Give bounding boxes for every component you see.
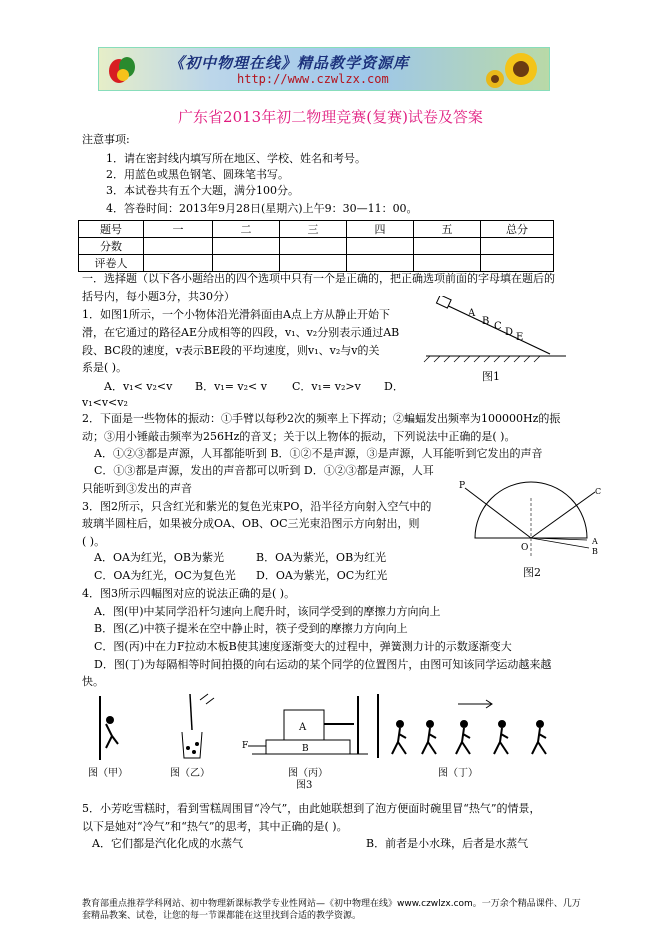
figure-caption: 图1	[482, 370, 500, 383]
panel-ding	[378, 694, 546, 758]
section-instructions: 括号内，每小题3分，共30分）	[82, 290, 235, 303]
site-logo-icon	[105, 51, 139, 85]
banner-title: 《初中物理在线》精品教学资源库	[169, 54, 410, 72]
sunflower-icon	[481, 49, 545, 89]
table-cell: 分数	[79, 238, 144, 255]
option: C．v₁= v₂>v	[292, 380, 361, 393]
figure-letter: A	[592, 537, 598, 546]
option: B．OA为紫光，OB为红光	[256, 551, 387, 564]
question-text: ( )。	[82, 535, 106, 548]
figure-3-panels	[88, 690, 558, 790]
table-cell	[144, 238, 213, 255]
table-cell: 总分	[481, 221, 554, 238]
option: A．它们都是汽化化成的水蒸气	[92, 837, 243, 850]
figure-letter: C	[595, 487, 602, 496]
score-table	[78, 220, 554, 272]
figure-1-incline	[420, 296, 570, 384]
table-cell	[414, 238, 481, 255]
table-cell	[481, 255, 554, 272]
table-cell	[280, 238, 347, 255]
table-row	[79, 238, 554, 255]
option: D．OA为紫光，OC为红光	[256, 569, 388, 582]
figure-letter: D	[505, 327, 514, 338]
question-text: 动；③用小锤敲击频率为256Hz的音叉；关于以上物体的振动，下列说法中正确的是( )。	[82, 430, 516, 443]
figure-caption: 图2	[523, 566, 541, 579]
option: C．①③都是声源，发出的声音都可以听到 D．①②③都是声源，人耳	[94, 464, 434, 477]
table-cell	[347, 255, 414, 272]
notice-item: 1．请在密封线内填写所在地区、学校、姓名和考号。	[106, 152, 366, 165]
table-cell	[481, 238, 554, 255]
panel-jia	[100, 696, 118, 760]
option: v₁<v<v₂	[82, 396, 128, 409]
figure-2-semicircle	[455, 478, 605, 582]
notice-heading: 注意事项:	[82, 133, 130, 146]
figure-letter: A	[468, 308, 476, 319]
option: C．图(丙)中在力F拉动木板B使其速度逐渐变大的过程中，弹簧测力计的示数逐渐变大	[94, 640, 512, 653]
option: C．OA为红光，OC为复色光	[94, 569, 236, 582]
banner-url[interactable]: http://www.czwlzx.com	[237, 72, 389, 86]
question-text: 以下是她对“冷气”和“热气”的思考，其中正确的是( )。	[82, 820, 348, 833]
option: A．v₁< v₂<v	[104, 380, 173, 393]
figure-caption: 图（丙）	[288, 768, 328, 779]
question-text: 系是( )。	[82, 361, 128, 374]
figure-letter: P	[459, 481, 466, 491]
option: B．前者是小水珠，后者是水蒸气	[366, 837, 529, 850]
panel-yi	[182, 694, 214, 758]
figure-letter: B	[482, 316, 490, 327]
option: D．	[384, 380, 404, 393]
option: B．v₁= v₂< v	[195, 380, 267, 393]
site-banner	[98, 47, 550, 91]
option: A．图(甲)中某同学沿杆匀速向上爬升时，该同学受到的摩擦力方向向上	[94, 605, 441, 618]
question-text: 3．图2所示，只含红光和紫光的复色光束PO，沿半径方向射入空气中的	[82, 500, 432, 513]
section-instructions: 一．选择题（以下各小题给出的四个选项中只有一个是正确的，把正确选项前面的字母填在题后的	[82, 272, 555, 285]
table-cell	[213, 238, 280, 255]
table-cell: 题号	[79, 221, 144, 238]
question-text: 4．图3所示四幅图对应的说法正确的是( )。	[82, 587, 296, 600]
table-cell: 一	[144, 221, 213, 238]
figure-letter: O	[521, 543, 529, 553]
panel-bing	[242, 696, 368, 754]
question-text: 2．下面是一些物体的振动：①手臂以每秒2次的频率上下挥动；②蝙蝠发出频率为100000Hz的振	[82, 412, 561, 425]
option: 只能听到③发出的声音	[82, 482, 192, 495]
table-cell: 评卷人	[79, 255, 144, 272]
option: 快。	[82, 675, 104, 688]
notice-item: 3．本试卷共有五个大题，满分100分。	[106, 184, 299, 197]
block-label: F	[242, 741, 249, 751]
notice-item: 2．用蓝色或黑色钢笔、圆珠笔书写。	[106, 168, 289, 181]
question-text: 段、BC段的速度，v表示BE段的平均速度，则v₁、v₂与v的关	[82, 344, 380, 357]
table-cell: 五	[414, 221, 481, 238]
figure-caption: 图（乙）	[170, 768, 210, 779]
option: A．OA为红光，OB为紫光	[94, 551, 225, 564]
figure-caption: 图3	[296, 780, 313, 790]
question-text: 玻璃半圆柱后，如果被分成OA、OB、OC三光束沿图示方向射出，则	[82, 517, 420, 530]
figure-letter: E	[516, 332, 524, 343]
table-row	[79, 221, 554, 238]
page-footer: 教育部重点推荐学科网站、初中物理新课标教学专业性网站—《初中物理在线》www.czwlzx.com。一万余个精品课件、几万套精品教案、试卷，让您的每一节课都能在这里找到合适的教学资源。	[82, 899, 581, 921]
table-cell	[213, 255, 280, 272]
table-cell	[144, 255, 213, 272]
question-text: 滑，在它通过的路径AE分成相等的四段，v₁、v₂分别表示通过AB	[82, 326, 400, 339]
block-label: B	[302, 744, 309, 754]
table-cell	[414, 255, 481, 272]
figure-caption: 图（丁）	[438, 768, 478, 779]
notice-item: 4．答卷时间：2013年9月28日(星期六)上午9：30—11：00。	[106, 202, 418, 215]
question-text: 1．如图1所示，一个小物体沿光滑斜面由A点上方从静止开始下	[82, 308, 390, 321]
table-cell	[347, 238, 414, 255]
table-cell	[280, 255, 347, 272]
table-cell: 四	[347, 221, 414, 238]
figure-letter: B	[592, 547, 598, 556]
block-label: A	[299, 722, 307, 733]
option: D．图(丁)为每隔相等时间拍摄的向右运动的某个同学的位置图片，由图可知该同学运动越来越	[94, 658, 552, 671]
table-cell: 二	[213, 221, 280, 238]
option: A．①②③都是声源，人耳都能听到 B．①②不是声源，③是声源，人耳能听到它发出的声音	[94, 447, 543, 460]
document-title: 广东省2013年初二物理竞赛(复赛)试卷及答案	[178, 108, 483, 126]
figure-caption: 图（甲）	[88, 768, 128, 779]
question-text: 5．小芳吃雪糕时，看到雪糕周围冒“冷气”，由此她联想到了泡方便面时碗里冒“热气”的情景，	[82, 802, 541, 815]
table-row	[79, 255, 554, 272]
option: B．图(乙)中筷子提米在空中静止时，筷子受到的摩擦力方向向上	[94, 622, 408, 635]
figure-letter: C	[494, 321, 502, 332]
table-cell: 三	[280, 221, 347, 238]
